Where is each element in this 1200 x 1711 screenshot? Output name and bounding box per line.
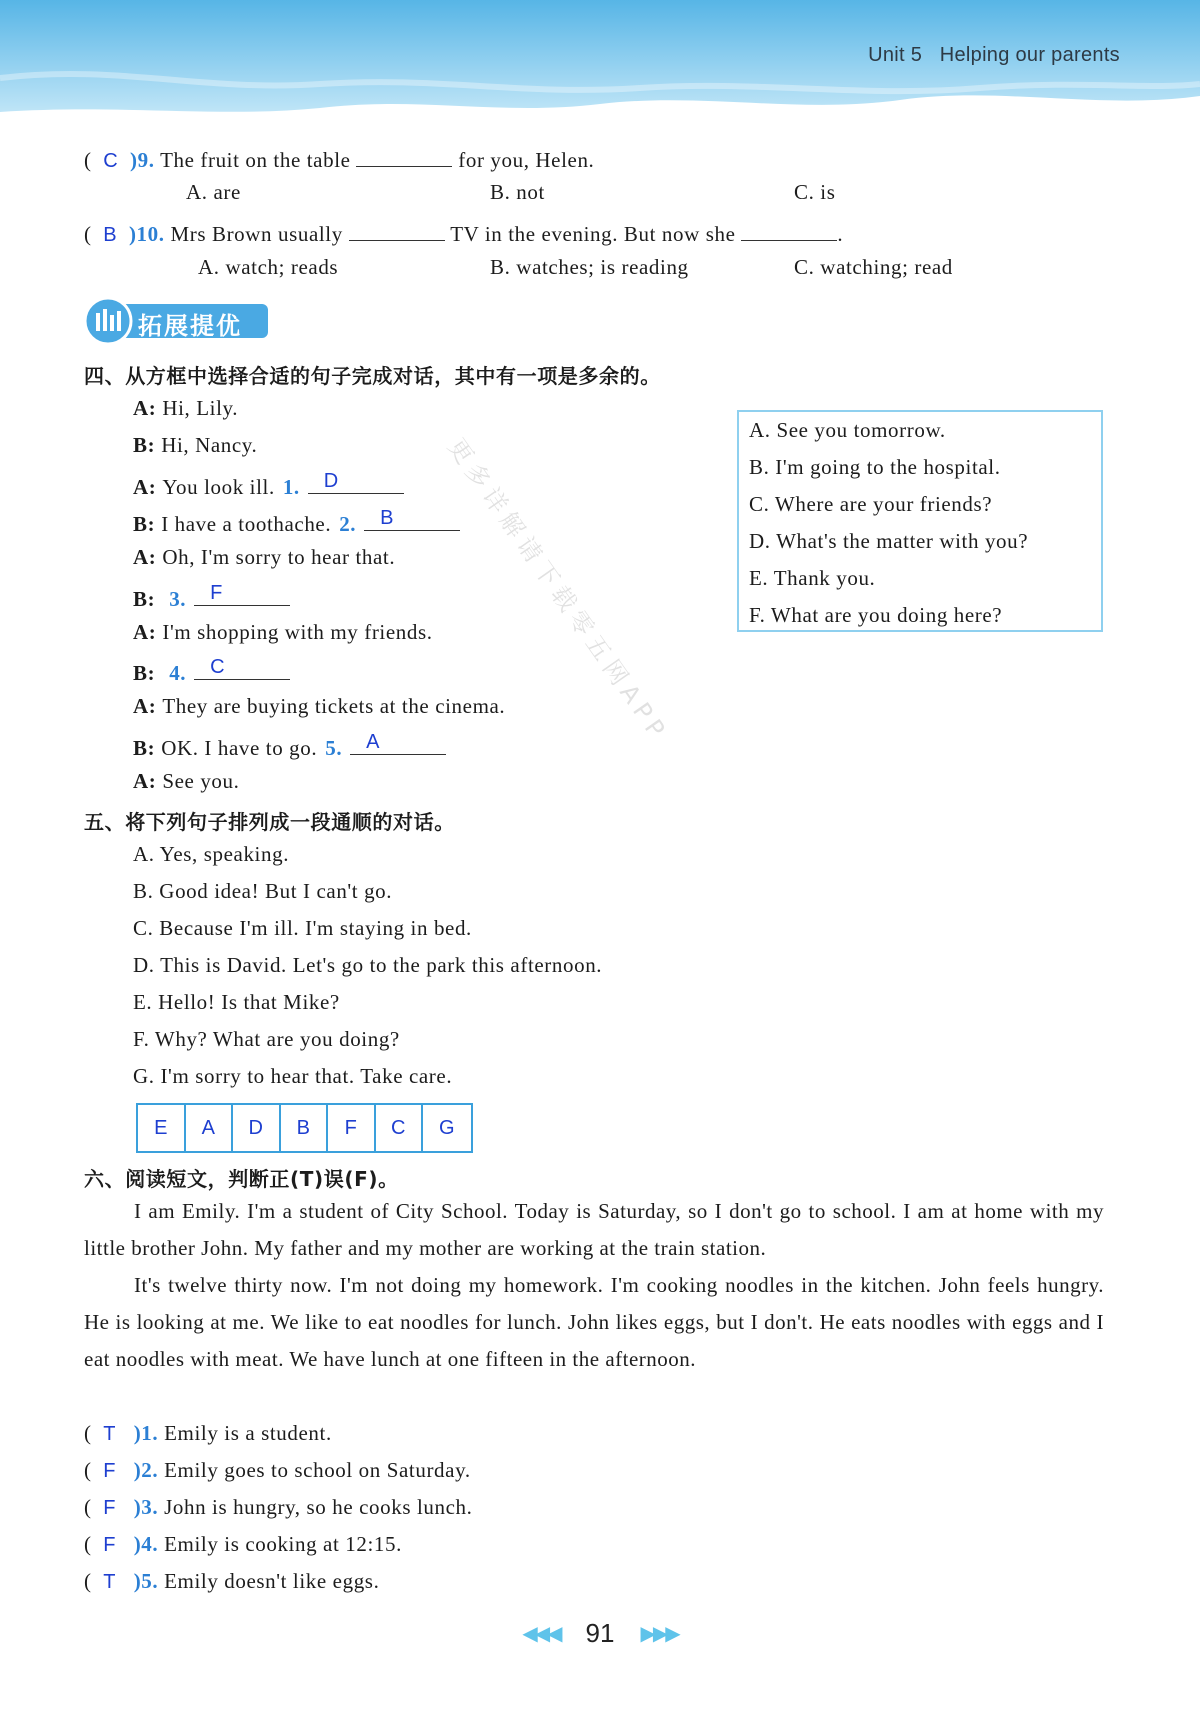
option-c: C. watching; read	[794, 255, 953, 279]
option-b: B. watches; is reading	[490, 255, 689, 279]
statement-text: Emily goes to school on Saturday.	[164, 1458, 471, 1482]
statement-text: John is hungry, so he cooks lunch.	[164, 1495, 473, 1519]
option-a: A. watch; reads	[198, 255, 339, 279]
blank-answer: C	[210, 656, 226, 678]
page-header	[0, 0, 1200, 118]
statement-text: Emily is cooking at 12:15.	[164, 1532, 402, 1556]
blank-number: 1.	[282, 475, 300, 499]
dialogue-text: OK. I have to go.	[161, 736, 318, 760]
option-item: E. Thank you.	[749, 566, 876, 590]
statement-answer: F	[103, 1534, 117, 1556]
option-b: B. not	[490, 180, 545, 204]
speaker-label: B:	[133, 587, 156, 611]
dialogue-text: They are buying tickets at the cinema.	[162, 694, 506, 718]
option-item: D. What's the matter with you?	[749, 529, 1029, 553]
speaker-label: A:	[133, 694, 157, 718]
option-item: C. Where are your friends?	[749, 492, 993, 516]
dialogue-line	[133, 583, 290, 612]
blank	[356, 144, 452, 167]
order-cell: B	[281, 1105, 329, 1151]
dialogue-line	[133, 508, 460, 537]
statement-number: )3.	[133, 1495, 159, 1519]
speaker-label: B:	[133, 512, 156, 536]
dialogue-line	[133, 396, 238, 421]
sentence-item: G. I'm sorry to hear that. Take care.	[133, 1064, 453, 1088]
answer-blank	[308, 471, 404, 494]
prev-arrows-icon: ◀◀◀	[522, 1623, 560, 1645]
answer-blank	[364, 508, 460, 531]
question-text: Mrs Brown usually	[170, 222, 343, 246]
dialogue-text: Hi, Lily.	[162, 396, 239, 420]
question-10: ( B )10. Mrs Brown usually TV in the evening. But now she .	[84, 218, 843, 247]
statement-number: )1.	[133, 1421, 159, 1445]
section-banner	[84, 296, 270, 346]
sentence-item: D. This is David. Let's go to the park this afternoon.	[133, 953, 603, 977]
option-c: C. is	[794, 180, 836, 204]
unit-number: Unit 5	[868, 44, 923, 66]
order-cell: G	[438, 1116, 455, 1139]
question-number: )9.	[130, 148, 155, 172]
speaker-label: A:	[133, 396, 157, 420]
sentence-item: C. Because I'm ill. I'm staying in bed.	[133, 916, 472, 940]
question-9: ( C )9. The fruit on the table for you, Helen.	[84, 144, 594, 173]
sentence-item: A. Yes, speaking.	[133, 842, 290, 866]
order-cell: C	[376, 1105, 424, 1151]
watermark: 更多详解请下载零五网APP	[442, 433, 674, 748]
dialogue-line	[133, 769, 239, 794]
order-cell: D	[233, 1105, 281, 1151]
blank	[349, 218, 445, 241]
dialogue-text: Hi, Nancy.	[161, 433, 258, 457]
statement-number: )5.	[133, 1569, 159, 1593]
sentence-item: F. Why? What are you doing?	[133, 1027, 400, 1051]
option-a: A. are	[186, 180, 241, 204]
speaker-label: A:	[133, 475, 157, 499]
blank-number: 5.	[325, 736, 343, 760]
answer-blank	[194, 657, 290, 680]
answer-q9: C	[103, 150, 119, 172]
statement-item: ( T )5. Emily doesn't like eggs.	[84, 1569, 380, 1593]
statement-answer: T	[103, 1571, 117, 1593]
dialogue-text: I'm shopping with my friends.	[162, 620, 433, 644]
banner-title: 拓展提优	[138, 312, 242, 340]
sentence-item: E. Hello! Is that Mike?	[133, 990, 340, 1014]
statement-answer: F	[103, 1460, 117, 1482]
speaker-label: B:	[133, 661, 156, 685]
section-6-heading: 六、阅读短文，判断正(T)误(F)。	[84, 1167, 399, 1191]
speaker-label: B:	[133, 433, 156, 457]
blank-answer: F	[210, 582, 223, 604]
next-arrows-icon: ▶▶▶	[640, 1623, 678, 1645]
speaker-label: A:	[133, 769, 157, 793]
statement-answer: F	[103, 1497, 117, 1519]
dialogue-line	[133, 657, 290, 686]
options-box	[737, 410, 1103, 632]
section-4-heading: 四、从方框中选择合适的句子完成对话，其中有一项是多余的。	[84, 364, 661, 388]
section-5-heading: 五、将下列句子排列成一段通顺的对话。	[84, 810, 455, 834]
blank-number: 3.	[169, 587, 187, 611]
dialogue-line	[133, 545, 395, 570]
question-text: TV in the evening. But now she	[450, 222, 736, 246]
answer-blank	[350, 732, 446, 755]
statement-text: Emily doesn't like eggs.	[164, 1569, 380, 1593]
dialogue-line	[133, 620, 433, 645]
page-footer	[0, 1618, 1200, 1649]
option-item: B. I'm going to the hospital.	[749, 455, 1001, 479]
speaker-label: A:	[133, 620, 157, 644]
dialogue-line	[133, 694, 505, 719]
speaker-label: B:	[133, 736, 156, 760]
dialogue-text: I have a toothache.	[161, 512, 332, 536]
question-number: )10.	[128, 222, 165, 246]
unit-topic: Helping our parents	[939, 44, 1120, 66]
dialogue-text: You look ill.	[162, 475, 275, 499]
statement-number: )4.	[133, 1532, 159, 1556]
dialogue-text: See you.	[162, 769, 240, 793]
speaker-label: A:	[133, 545, 157, 569]
option-item: A. See you tomorrow.	[749, 418, 946, 442]
dialogue-line	[133, 433, 257, 458]
dialogue-line	[133, 732, 446, 761]
answer-blank	[194, 583, 290, 606]
unit-title	[868, 44, 1120, 67]
statement-item: ( F )4. Emily is cooking at 12:15.	[84, 1532, 402, 1556]
blank-answer: D	[323, 470, 339, 492]
statement-text: Emily is a student.	[164, 1421, 332, 1445]
order-cell: A	[186, 1105, 234, 1151]
statement-item: ( F )2. Emily goes to school on Saturday.	[84, 1458, 471, 1482]
order-cell: F	[328, 1105, 376, 1151]
statement-number: )2.	[133, 1458, 159, 1482]
reading-paragraph: I am Emily. I'm a student of City School. Today is Saturday, so I don't go to school. I am at home with my little brother John. My father and my mother are working at the train station.	[84, 1199, 1104, 1260]
order-cell: E	[138, 1105, 186, 1151]
blank-answer: B	[380, 507, 395, 529]
answer-q10: B	[103, 224, 118, 246]
reading-paragraph: It's twelve thirty now. I'm not doing my homework. I'm cooking noodles in the kitchen. John feels hungry. He is looking at me. We like to eat noodles for lunch. John likes eggs, but I don't. He eats noodles with eggs and I eat noodles with meat. We have lunch at one fifteen in the afternoon.	[84, 1273, 1104, 1371]
question-text: The fruit on the table	[160, 148, 351, 172]
blank-answer: A	[366, 731, 381, 753]
statement-item: ( F )3. John is hungry, so he cooks lunch.	[84, 1495, 473, 1519]
blank	[741, 218, 837, 241]
statement-item: ( T )1. Emily is a student.	[84, 1421, 332, 1445]
dialogue-text: Oh, I'm sorry to hear that.	[162, 545, 396, 569]
dialogue-line	[133, 471, 404, 500]
order-answer-box	[136, 1103, 473, 1153]
statement-answer: T	[103, 1423, 117, 1445]
blank-number: 4.	[169, 661, 187, 685]
blank-number: 2.	[339, 512, 357, 536]
option-item: F. What are you doing here?	[749, 603, 1003, 627]
sentence-item: B. Good idea! But I can't go.	[133, 879, 393, 903]
page-number: 91	[585, 1618, 615, 1648]
question-text: for you, Helen.	[458, 148, 595, 172]
